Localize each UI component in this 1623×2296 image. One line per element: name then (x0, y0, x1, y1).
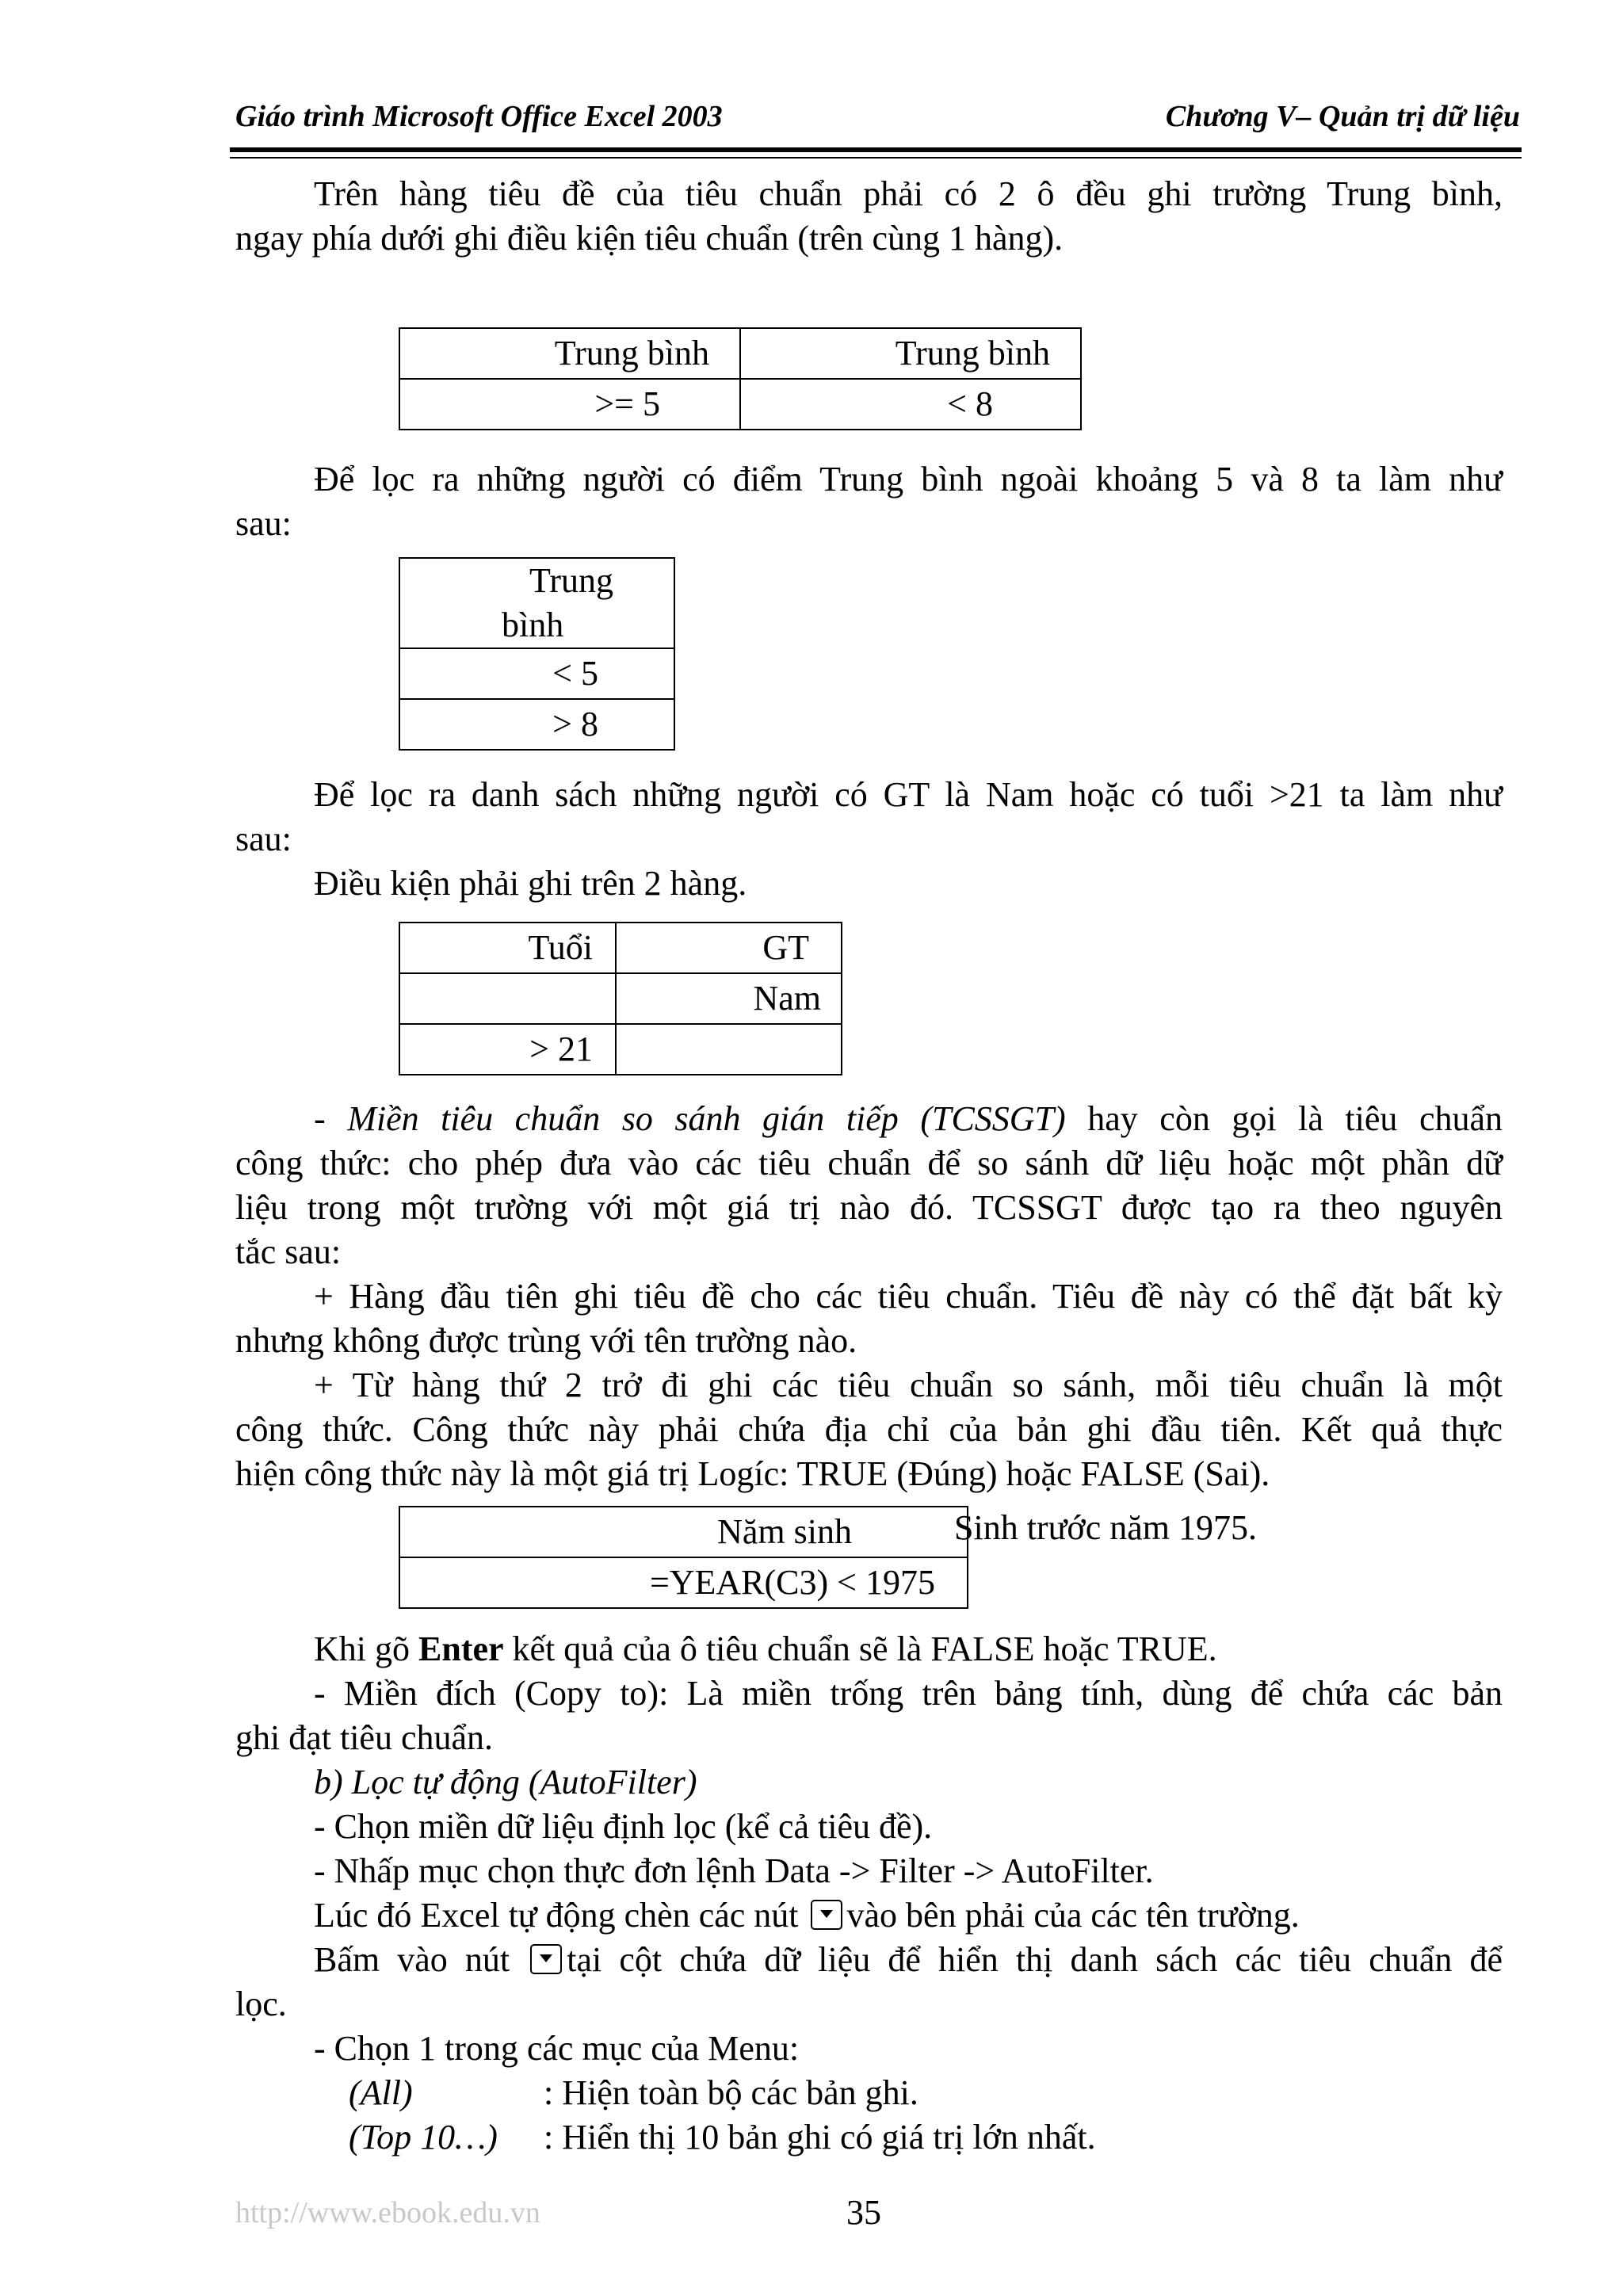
criteria-table-3 (399, 922, 842, 1075)
header-book-title: Giáo trình Microsoft Office Excel 2003 (235, 100, 723, 133)
table4-note: Sinh trước năm 1975. (954, 1508, 1257, 1547)
para4-line4: tắc sau: (235, 1232, 342, 1271)
para7-pre: Khi gõ (314, 1629, 418, 1668)
header-chapter-title: Chương V– Quản trị dữ liệu (1165, 100, 1520, 133)
table1-cell-1: >= 5 (399, 379, 740, 430)
para4-prefix: - (314, 1099, 348, 1138)
table2-row-2: > 8 (399, 699, 674, 750)
step-1: - Chọn miền dữ liệu định lọc (kể cả tiêu đề). (314, 1807, 933, 1846)
menu-item-all-desc: : Hiện toàn bộ các bản ghi. (544, 2073, 918, 2112)
dropdown-arrow-icon (530, 1944, 562, 1974)
dropdown-arrow-icon (811, 1900, 842, 1930)
table3-r1-c1 (399, 973, 616, 1024)
para4-term: Miền tiêu chuẩn so sánh gián tiếp (TCSSGT) (347, 1099, 1066, 1138)
para4-line1-rest: hay còn gọi là tiêu chuẩn (1065, 1099, 1503, 1138)
table3-r2-c2 (616, 1024, 842, 1075)
para1-line1: Trên hàng tiêu đề của tiêu chuẩn phải có 2 ô đều ghi trường Trung bình, (314, 174, 1503, 213)
para7-post: kết quả của ô tiêu chuẩn sẽ là FALSE hoặc TRUE. (503, 1629, 1217, 1668)
table4-header: Năm sinh (399, 1507, 968, 1557)
footer-url: http://www.ebook.edu.vn (235, 2196, 540, 2229)
step-3-post: vào bên phải của các tên trường. (846, 1896, 1300, 1935)
criteria-table-1 (399, 327, 1082, 430)
para8-line2: ghi đạt tiêu chuẩn. (235, 1718, 494, 1757)
para4-line1 (314, 1097, 1503, 1141)
para2-line2: sau: (235, 504, 292, 543)
table3-r1-c2: Nam (616, 973, 842, 1024)
table2-row-1: < 5 (399, 648, 674, 699)
table2-header (399, 558, 674, 648)
para5-line2: nhưng không được trùng với tên trường nào. (235, 1321, 857, 1360)
page-number: 35 (846, 2193, 881, 2232)
step-4-pre: Bấm vào nút (314, 1940, 528, 1979)
step-4 (314, 1938, 1503, 1982)
para6-line2: công thức. Công thức này phải chứa địa chỉ của bản ghi đầu tiên. Kết quả thực (235, 1410, 1503, 1449)
para2-line1: Để lọc ra những người có điểm Trung bình ngoài khoảng 5 và 8 ta làm như (314, 460, 1503, 499)
para7 (314, 1627, 1217, 1671)
step-3-pre: Lúc đó Excel tự động chèn các nút (314, 1896, 808, 1935)
table2-header-line1: Trung (529, 561, 613, 600)
para3-line1: Để lọc ra danh sách những người có GT là Nam hoặc có tuổi >21 ta làm như (314, 775, 1503, 814)
table2-header-line2: bình (502, 606, 564, 644)
step-3 (314, 1893, 1300, 1938)
para3-line3: Điều kiện phải ghi trên 2 hàng. (314, 864, 747, 903)
menu-item-top10-desc: : Hiển thị 10 bản ghi có giá trị lớn nhất. (544, 2118, 1096, 2157)
menu-item-top10-key: (Top 10…) (349, 2118, 498, 2157)
para3-line2: sau: (235, 819, 292, 858)
para5-line1: + Hàng đầu tiên ghi tiêu đề cho các tiêu chuẩn. Tiêu đề này có thể đặt bất kỳ (314, 1277, 1503, 1316)
table3-header-2: GT (616, 923, 842, 973)
step-5: - Chọn 1 trong các mục của Menu: (314, 2029, 800, 2068)
menu-item-all-key: (All) (349, 2073, 413, 2112)
criteria-table-2 (399, 557, 675, 751)
section-b-heading: b) Lọc tự động (AutoFilter) (314, 1763, 697, 1801)
para6-line1: + Từ hàng thứ 2 trở đi ghi các tiêu chuẩn so sánh, mỗi tiêu chuẩn là một (314, 1366, 1503, 1404)
step-4-line2: lọc. (235, 1985, 287, 2023)
para6-line3: hiện công thức này là một giá trị Logíc: TRUE (Đúng) hoặc FALSE (Sai). (235, 1454, 1270, 1493)
para4-line2: công thức: cho phép đưa vào các tiêu chuẩn để so sánh dữ liệu hoặc một phần dữ (235, 1144, 1503, 1182)
para8-line1: - Miền đích (Copy to): Là miền trống trên bảng tính, dùng để chứa các bản (314, 1674, 1503, 1713)
header-rule-thin (230, 157, 1522, 159)
step-2: - Nhấp mục chọn thực đơn lệnh Data -> Filter -> AutoFilter. (314, 1851, 1154, 1890)
step-4-post: tại cột chứa dữ liệu để hiển thị danh sách các tiêu chuẩn để (567, 1940, 1503, 1979)
table1-header-2: Trung bình (740, 328, 1081, 379)
table3-r2-c1: > 21 (399, 1024, 616, 1075)
table3-header-1: Tuổi (399, 923, 616, 973)
table4-formula: =YEAR(C3) < 1975 (399, 1557, 968, 1608)
header-rule-thick (230, 147, 1522, 152)
table1-cell-2: < 8 (740, 379, 1081, 430)
para7-enter-bold: Enter (418, 1629, 504, 1668)
para4-line3: liệu trong một trường với một giá trị nào đó. TCSSGT được tạo ra theo nguyên (235, 1188, 1503, 1227)
para1-line2: ngay phía dưới ghi điều kiện tiêu chuẩn (trên cùng 1 hàng). (235, 219, 1064, 258)
table1-header-1: Trung bình (399, 328, 740, 379)
criteria-table-4 (399, 1506, 968, 1609)
